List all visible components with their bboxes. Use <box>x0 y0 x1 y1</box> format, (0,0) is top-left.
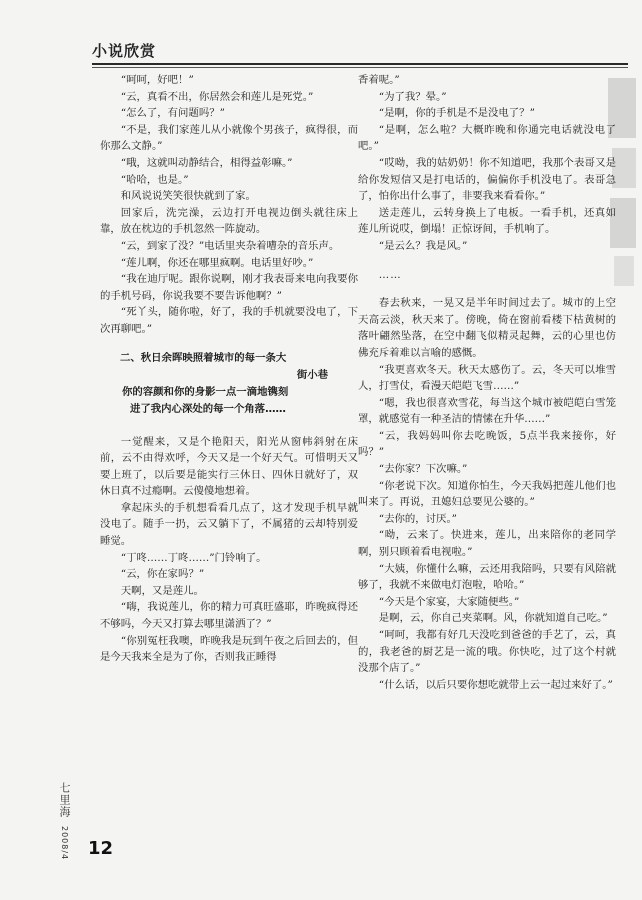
scene-break: …… <box>378 268 402 281</box>
paragraph: “哎呦，我的姑奶奶！你不知道吧，我那个表哥又是给你发短信又是打电话的，偏偏你手机没电了。表哥急了，怕你出什么事了，非要我来看看你。” <box>358 156 616 203</box>
section-heading-line: 你的容颜和你的身影一点一滴地镌刻 <box>122 385 289 398</box>
paragraph: “为了我？晕。” <box>378 90 447 103</box>
paragraph: “呵呵，我都有好几天没吃到爸爸的手艺了，云，真的，我老爸的厨艺是一流的哦。你快吃，过了这个村就没那个店了。” <box>358 629 616 675</box>
section-title: 小说欣赏 <box>92 42 157 60</box>
paragraph: “莲儿啊，你还在哪里疯啊。电话里好吵。” <box>120 256 314 269</box>
paragraph: “云，我妈妈叫你去吃晚饭，5点半我来接你，好吗？” <box>358 429 616 459</box>
left-column <box>100 72 358 666</box>
paragraph: 送走莲儿，云转身换上了电板。一看手机，还真如莲儿所说哎，倒塌！正惊讶间，手机响了。 <box>358 206 616 236</box>
paragraph: “怎么了，有问题吗？” <box>120 107 225 120</box>
paragraph: 春去秋来，一晃又是半年时间过去了。城市的上空天高云淡，秋天来了。傍晚，倚在窗前看楼下枯黄树的落叶翩然坠落，在空中翻飞似精灵起舞，云的心里也仿佛充斥着难以言喻的感慨。 <box>358 297 616 359</box>
page-number: 12 <box>88 838 114 859</box>
section-heading-line: 二、秋日余晖映照着城市的每一条大 <box>120 351 287 364</box>
paragraph: “你别冤枉我噢，昨晚我是玩到午夜之后回去的，但是今天我来全是为了你，否则我正睡得 <box>100 634 358 664</box>
paragraph: “云，真看不出，你居然会和莲儿是死党。” <box>120 90 314 103</box>
paragraph: “今天是个家宴，大家随便些。” <box>378 595 520 608</box>
paragraph: 香着呢。” <box>358 74 400 86</box>
section-heading <box>100 350 358 418</box>
paragraph: “嗯，我也很喜欢雪花，每当这个城市被皑皑白雪笼罩，就感觉有一种圣洁的情愫在升华……” <box>358 396 616 426</box>
paragraph: 一觉醒来，又是个艳阳天，阳光从窗帏斜射在床前，云不由得欢呼，今天又是一个好天气。可惜明天又要上班了，以后要是能实行三休日、四休日就好了，双休日真不过瘾啊。云傻傻地想着。 <box>100 435 358 498</box>
paragraph: “你老说下次。知道你怕生，今天我妈把莲儿他们也叫来了。再说，丑媳妇总要见公婆的。” <box>358 479 616 509</box>
paragraph: “去你的，讨厌。” <box>378 512 457 525</box>
magazine-margin-label <box>48 782 72 860</box>
paragraph: “哈哈，也是。” <box>120 173 189 186</box>
paragraph: “我更喜欢冬天。秋天太感伤了。云，冬天可以堆雪人，打雪仗，看漫天皑皑飞雪……” <box>358 363 616 393</box>
paragraph: 是啊，云，你自己夹菜啊。风，你就知道自己吃。” <box>378 612 608 625</box>
paragraph: “呦，云来了。快进来，莲儿，出来陪你的老同学啊，别只顾着看电视啦。” <box>358 529 616 559</box>
paragraph: “去你家？下次嘛。” <box>378 463 468 476</box>
paragraph: “嗨，我说莲儿，你的精力可真旺盛耶，昨晚疯得还不够吗，今天又打算去哪里潇洒了？” <box>100 601 358 631</box>
magazine-name: 七里海 <box>58 782 71 818</box>
section-heading-line: 进了我内心深处的每一个角落…… <box>130 402 286 415</box>
paragraph: “大姨，你懂什么嘛，云还用我陪吗，只要有风陪就够了，我就不来做电灯泡啦，哈哈。” <box>358 562 616 592</box>
header-rule-thin <box>92 67 628 68</box>
paragraph: “是云么？我是风。” <box>378 239 468 252</box>
spacer <box>358 283 616 295</box>
paragraph: “哦，这就叫动静结合，相得益彰嘛。” <box>120 156 293 169</box>
paragraph: “是啊，你的手机是不是没电了？” <box>378 107 535 120</box>
paragraph: 和风说说笑笑很快就到了家。 <box>120 190 256 203</box>
header-rule <box>92 63 628 65</box>
paragraph: “什么话，以后只要你想吃就带上云一起过来好了。” <box>378 678 613 691</box>
paragraph: “我在迪厅呢。跟你说啊，刚才我表哥来电向我要你的手机号码，你说我要不要告诉他啊？” <box>100 273 358 302</box>
paragraph: “不是，我们家莲儿从小就像个男孩子，疯得很，而你那么文静。” <box>100 123 358 153</box>
paragraph: “云，你在家吗？” <box>120 568 205 581</box>
paragraph: 拿起床头的手机想看看几点了，这才发现手机早就没电了。随手一扔，云又躺下了，不属猪的云却特别爱睡觉。 <box>100 501 358 548</box>
paragraph: “是啊，怎么啦？大概昨晚和你通完电话就没电了吧。” <box>358 123 616 153</box>
paragraph: “呵呵，好吧！” <box>120 74 194 86</box>
paragraph: 天啊，又是莲儿。 <box>120 584 204 597</box>
paragraph: “丁咚……丁咚……”门铃响了。 <box>120 551 267 564</box>
right-column <box>358 72 616 693</box>
paragraph: “死丫头，随你啦，好了，我的手机就要没电了，下次再聊吧。” <box>100 306 358 335</box>
paragraph: 回家后，洗完澡，云边打开电视边倒头就往床上靠，放在枕边的手机忽然一阵旋动。 <box>100 206 358 236</box>
issue-number: 2008/4 <box>60 825 69 860</box>
spacer <box>358 255 616 267</box>
paragraph: “云，到家了没？”电话里夹杂着嘈杂的音乐声。 <box>120 239 340 252</box>
section-heading-line: 街小巷 <box>296 368 328 381</box>
